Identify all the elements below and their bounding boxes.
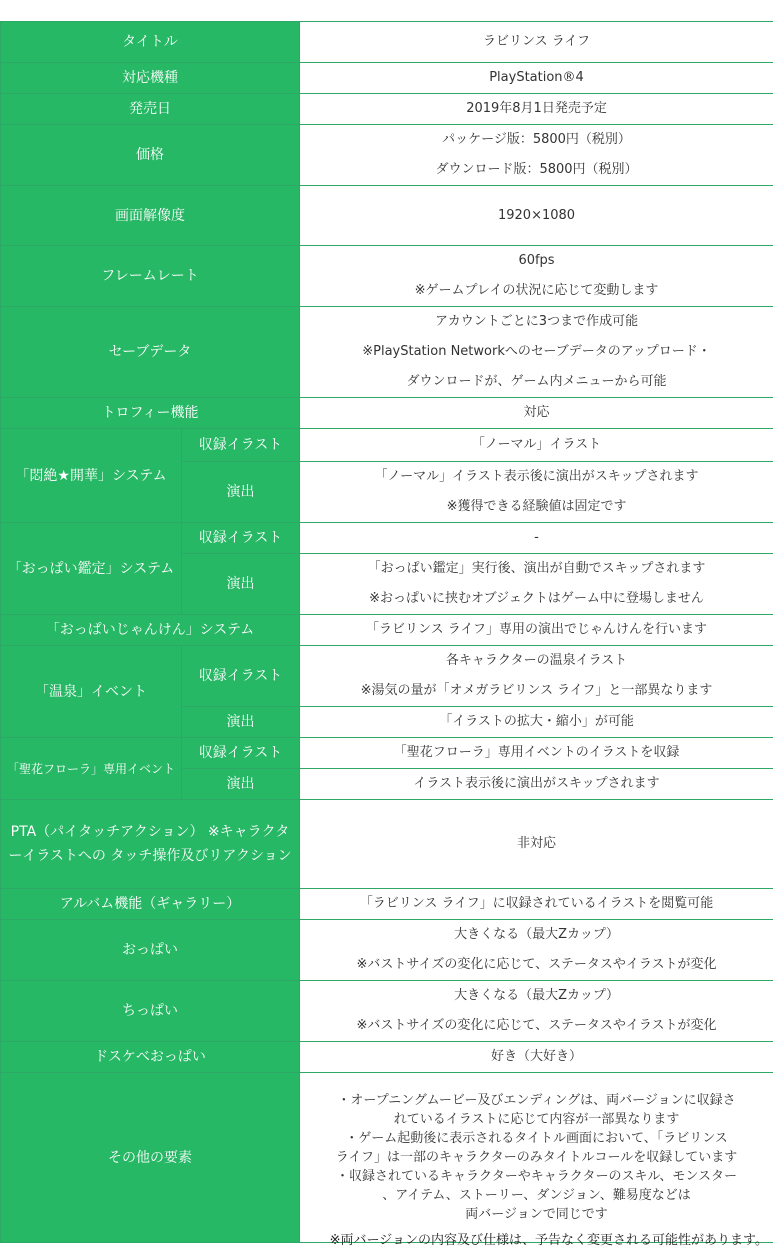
row-value-flora-effect: イラスト表示後に演出がスキップされます — [300, 769, 773, 800]
row-label-savedata: セーブデータ — [1, 307, 300, 398]
row-label-onsen: 「温泉」イベント — [1, 646, 182, 738]
table-row — [1, 615, 773, 646]
pta-label-line: PTA（パイタッチアクション） — [10, 824, 204, 840]
oppai-note: ※バストサイズの変化に応じて、ステータスやイラストが変化 — [356, 957, 717, 972]
onsen-illust-note: ※湯気の量が「オメガラビリンス ライフ」と一部異なります — [360, 683, 713, 698]
table-row — [1, 186, 773, 246]
table-row — [1, 1042, 773, 1073]
savedata-note: ※PlayStation Networkへのセーブデータのアップロード・ — [362, 344, 711, 359]
row-label-release: 発売日 — [1, 94, 300, 125]
row-value-resolution: 1920×1080 — [300, 186, 773, 246]
row-value-album: 「ラビリンス ライフ」に収録されているイラストを閲覧可能 — [300, 889, 773, 920]
others-line: ライフ」は一部のキャラクターのみタイトルコールを収録しています — [335, 1150, 738, 1165]
row-value-release: 2019年8月1日発売予定 — [300, 94, 773, 125]
row-label-platform: 対応機種 — [1, 63, 300, 94]
savedata-line: アカウントごとに3つまで作成可能 — [434, 314, 639, 329]
row-value-monzetsu-illust: 「ノーマル」イラスト — [300, 429, 773, 462]
others-line: ・オープニングムービー及びエンディングは、両バージョンに収録さ — [337, 1093, 736, 1108]
pta-label-note: ※キャラクターイラストへの — [8, 824, 290, 864]
table-row — [1, 981, 773, 1042]
others-line: ・ゲーム起動後に表示されるタイトル画面において、「ラビリンス — [345, 1131, 728, 1146]
row-value-others — [300, 1073, 773, 1243]
framerate-note: ※ゲームプレイの状況に応じて変動します — [414, 283, 659, 298]
row-value-framerate — [300, 246, 773, 307]
row-value-monzetsu-effect — [300, 462, 773, 523]
row-label-album: アルバム機能（ギャラリー） — [1, 889, 300, 920]
table-row — [1, 646, 773, 707]
row-value-title: ラビリンス ライフ — [300, 22, 773, 63]
table-row — [1, 22, 773, 63]
row-label-janken: 「おっぱいじゃんけん」システム — [1, 615, 300, 646]
sub-label-effect: 演出 — [182, 707, 300, 738]
monzetsu-effect-line: 「ノーマル」イラスト表示後に演出がスキップされます — [374, 469, 699, 484]
sub-label-effect: 演出 — [182, 769, 300, 800]
row-value-dosukebe: 好き（大好き） — [300, 1042, 773, 1073]
row-label-resolution: 画面解像度 — [1, 186, 300, 246]
row-label-chippai: ちっぱい — [1, 981, 300, 1042]
onsen-illust-line: 各キャラクターの温泉イラスト — [445, 653, 628, 668]
row-value-onsen-illust — [300, 646, 773, 707]
row-label-monzetsu: 「悶絶★開華」システム — [1, 429, 182, 523]
row-label-title: タイトル — [1, 22, 300, 63]
row-label-kantei: 「おっぱい鑑定」システム — [1, 523, 182, 615]
table-row — [1, 429, 773, 462]
row-value-oppai — [300, 920, 773, 981]
sub-label-effect: 演出 — [182, 462, 300, 523]
row-label-price: 価格 — [1, 125, 300, 186]
chippai-line: 大きくなる（最大Zカップ） — [454, 988, 619, 1003]
table-row — [1, 800, 773, 889]
table-row — [1, 125, 773, 186]
table-row — [1, 63, 773, 94]
row-label-flora: 「聖花フローラ」専用イベント — [1, 738, 182, 800]
row-value-kantei-illust: - — [300, 523, 773, 554]
others-line: ・収録されているキャラクターやキャラクターのスキル、モンスター — [336, 1169, 737, 1184]
others-line: れているイラストに応じて内容が一部異なります — [393, 1112, 680, 1127]
row-label-oppai: おっぱい — [1, 920, 300, 981]
table-row — [1, 307, 773, 398]
row-value-savedata — [300, 307, 773, 398]
sub-label-illust: 収録イラスト — [182, 738, 300, 769]
row-label-framerate: フレームレート — [1, 246, 300, 307]
row-value-price — [300, 125, 773, 186]
chippai-note: ※バストサイズの変化に応じて、ステータスやイラストが変化 — [356, 1018, 717, 1033]
framerate-line: 60fps — [518, 253, 555, 268]
row-value-chippai — [300, 981, 773, 1042]
table-row — [1, 523, 773, 554]
row-value-kantei-effect — [300, 554, 773, 615]
kantei-effect-note: ※おっぱいに挟むオブジェクトはゲーム中に登場しません — [369, 591, 704, 606]
price-download: ダウンロード版：5800円（税別） — [435, 162, 638, 177]
table-row — [1, 246, 773, 307]
others-line: 、アイテム、ストーリー、ダンジョン、難易度などは — [382, 1188, 691, 1203]
row-value-flora-illust: 「聖花フローラ」専用イベントのイラストを収録 — [300, 738, 773, 769]
table-row — [1, 738, 773, 769]
price-package: パッケージ版：5800円（税別） — [442, 132, 631, 147]
row-value-janken: 「ラビリンス ライフ」専用の演出でじゃんけんを行います — [300, 615, 773, 646]
row-value-trophy: 対応 — [300, 398, 773, 429]
table-row — [1, 1073, 773, 1243]
sub-label-illust: 収録イラスト — [182, 523, 300, 554]
row-label-trophy: トロフィー機能 — [1, 398, 300, 429]
table-row — [1, 889, 773, 920]
row-label-others: その他の要素 — [1, 1073, 300, 1243]
spec-table — [0, 21, 773, 1243]
kantei-effect-line: 「おっぱい鑑定」実行後、演出が自動でスキップされます — [367, 561, 706, 576]
table-row — [1, 920, 773, 981]
table-row — [1, 94, 773, 125]
row-label-dosukebe: ドスケベおっぱい — [1, 1042, 300, 1073]
row-value-onsen-effect: 「イラストの拡大・縮小」が可能 — [300, 707, 773, 738]
sub-label-illust: 収録イラスト — [182, 429, 300, 462]
monzetsu-effect-note: ※獲得できる経験値は固定です — [446, 499, 627, 514]
pta-label-note-cont: タッチ操作及びリアクション — [110, 848, 292, 864]
table-row — [1, 398, 773, 429]
sub-label-effect: 演出 — [182, 554, 300, 615]
row-label-pta — [1, 800, 300, 889]
others-line: 両バージョンで同じです — [465, 1207, 608, 1222]
sub-label-illust: 収録イラスト — [182, 646, 300, 707]
savedata-note-cont: ダウンロードが、ゲーム内メニューから可能 — [406, 374, 667, 389]
row-value-platform: PlayStation®4 — [300, 63, 773, 94]
footnote: ※両バージョンの内容及び仕様は、予告なく変更される可能性があります。 — [329, 1233, 768, 1248]
oppai-line: 大きくなる（最大Zカップ） — [454, 927, 619, 942]
row-value-pta: 非対応 — [300, 800, 773, 889]
